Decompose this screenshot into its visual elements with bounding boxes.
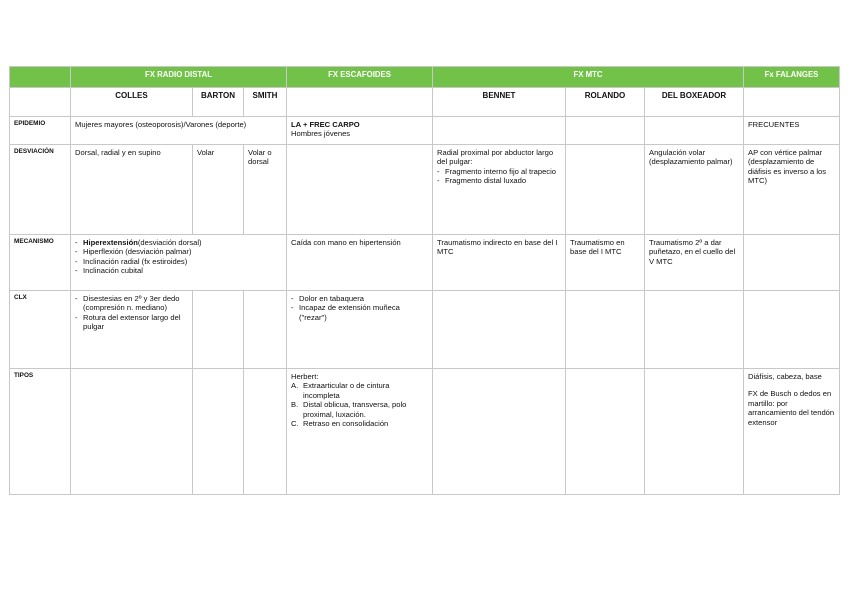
subheader-row <box>10 88 840 117</box>
tipos-escafoides-title: Herbert: <box>291 372 319 381</box>
cell-tipos-falanges <box>744 369 840 495</box>
row-desviacion <box>10 145 840 235</box>
list-item: - Fragmento interno fijo al trapecio <box>437 167 561 176</box>
row-label-epidemio: EPIDEMIO <box>10 117 71 145</box>
corner-cell <box>10 67 71 88</box>
cell-desviacion-colles: Dorsal, radial y en supino <box>71 145 193 235</box>
cell-desviacion-smith: Volar o dorsal <box>244 145 287 235</box>
list-item: C. Retraso en consolidación <box>291 419 389 429</box>
row-mecanismo <box>10 235 840 291</box>
cell-mecanismo-radio <box>71 235 287 291</box>
list-item: - Inclinación cubital <box>75 266 282 275</box>
sub-boxeador: DEL BOXEADOR <box>645 88 744 117</box>
list-item: - Dolor en tabaquera <box>291 294 428 303</box>
cell-desviacion-bennet <box>433 145 566 235</box>
sub-rolando: ROLANDO <box>566 88 645 117</box>
epidemio-escafoides-bold: LA + FREC CARPO <box>291 120 360 129</box>
tipos-falanges-1: Diáfisis, cabeza, base <box>748 372 822 381</box>
list-item: - Disestesias en 2º y 3er dedo (compresión n. mediano) <box>75 294 188 313</box>
epidemio-escafoides-text: Hombres jóvenes <box>291 129 351 139</box>
cell-mecanismo-escafoides: Caída con mano en hipertensión <box>287 235 433 291</box>
list-item: - Fragmento distal luxado <box>437 176 561 185</box>
cell-tipos-escafoides <box>287 369 433 495</box>
row-label-tipos: TIPOS <box>10 369 71 495</box>
cell-mecanismo-boxeador: Traumatismo 2º a dar puñetazo, en el cuello del V MTC <box>645 235 744 291</box>
cell-epidemio-falanges: FRECUENTES <box>744 117 840 145</box>
sub-smith: SMITH <box>244 88 287 117</box>
row-label-mecanismo: MECANISMO <box>10 235 71 291</box>
sub-bennet: BENNET <box>433 88 566 117</box>
list-item: - Inclinación radial (fx estiroides) <box>75 257 282 266</box>
cell-desviacion-barton: Volar <box>193 145 244 235</box>
group-radio-distal: FX RADIO DISTAL <box>71 67 287 88</box>
row-tipos <box>10 369 840 495</box>
desviacion-bennet-text: Radial proximal por abductor largo del pulgar: <box>437 148 554 167</box>
cell-mecanismo-rolando: Traumatismo en base del I MTC <box>566 235 645 291</box>
cell-mecanismo-bennet: Traumatismo indirecto en base del I MTC <box>433 235 566 291</box>
list-item: - Incapaz de extensión muñeca ("rezar") <box>291 303 428 322</box>
cell-epidemio-escafoides <box>287 117 433 145</box>
list-item: - Hiperflexión (desviación palmar) <box>75 247 282 256</box>
group-mtc: FX MTC <box>433 67 744 88</box>
list-item: - Rotura del extensor largo del pulgar <box>75 313 188 332</box>
list-item: B. Distal oblicua, transversa, polo proximal, luxación. <box>291 400 407 419</box>
row-clx <box>10 291 840 369</box>
cell-desviacion-boxeador: Angulación volar (desplazamiento palmar) <box>645 145 744 235</box>
sub-colles: COLLES <box>71 88 193 117</box>
group-falanges: Fx FALANGES <box>744 67 840 88</box>
list-item: - Hiperextensión(desviación dorsal) <box>75 238 282 247</box>
cell-epidemio-radio: Mujeres mayores (osteoporosis)/Varones (deporte) <box>71 117 287 145</box>
sub-barton: BARTON <box>193 88 244 117</box>
group-escafoides: FX ESCAFOIDES <box>287 67 433 88</box>
row-label-clx: CLX <box>10 291 71 369</box>
cell-clx-colles <box>71 291 193 369</box>
tipos-falanges-2: FX de Busch o dedos en martillo: por arrancamiento del tendón extensor <box>748 389 835 427</box>
row-label-desviacion: DESVIACIÓN <box>10 145 71 235</box>
group-header-row <box>10 67 840 88</box>
cell-clx-escafoides <box>287 291 433 369</box>
row-epidemio <box>10 117 840 145</box>
cell-desviacion-falanges: AP con vértice palmar (desplazamiento de diáfisis es inverso a los MTC) <box>744 145 840 235</box>
fracture-table <box>9 66 840 495</box>
list-item: A. Extraarticular o de cintura incompleta <box>291 381 390 400</box>
